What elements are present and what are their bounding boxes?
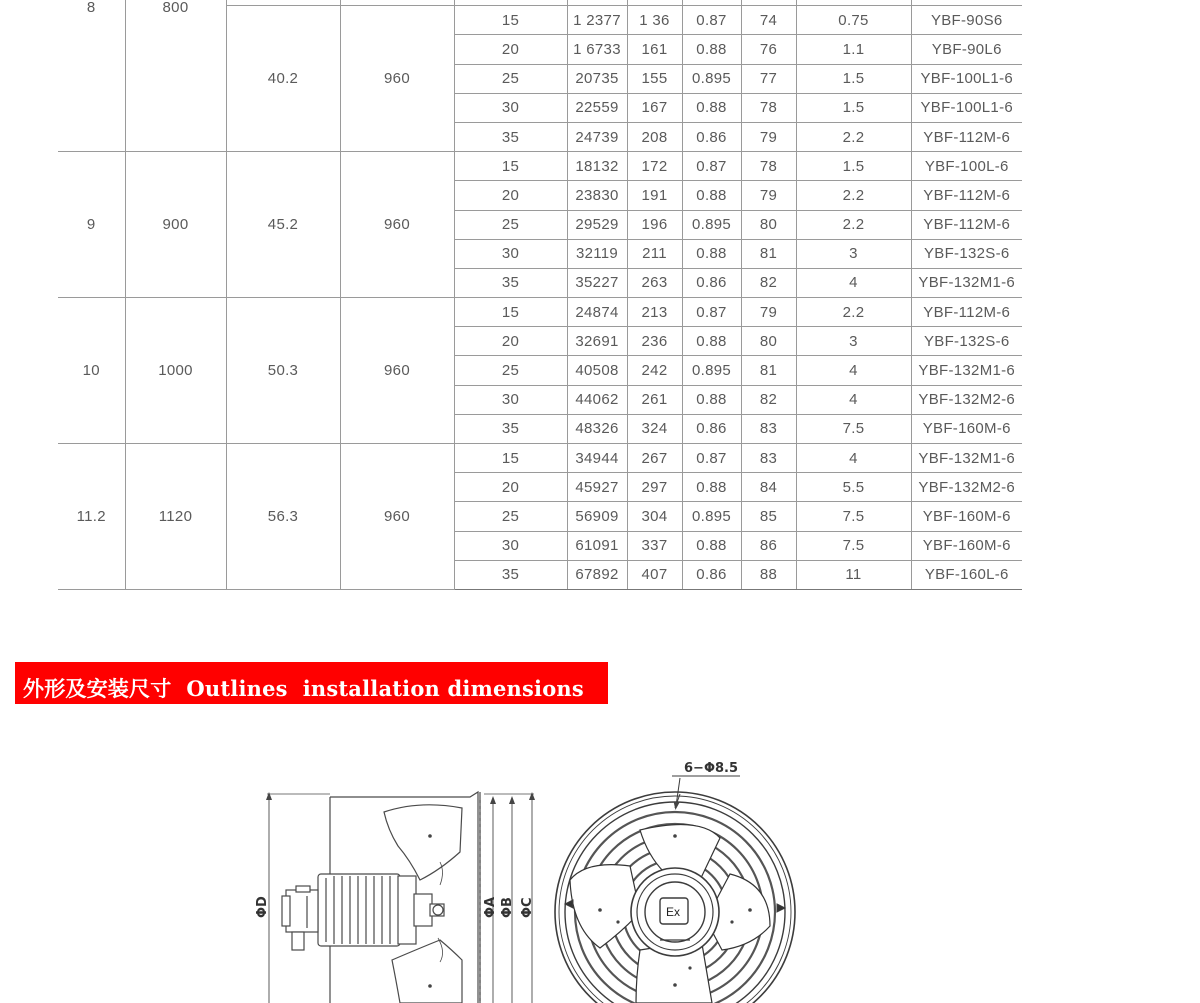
airflow-cell: 29529 (567, 210, 627, 239)
noise-cell: 80 (741, 210, 796, 239)
airflow-cell: 32119 (567, 239, 627, 268)
pressure-cell: 20 (454, 327, 567, 356)
power-cell: 304 (627, 502, 682, 531)
noise-cell: 85 (741, 502, 796, 531)
motor-model-cell: YBF-112M-6 (911, 122, 1022, 151)
motor-model-cell: YBF-100L1-6 (911, 93, 1022, 122)
pressure-cell: 25 (454, 356, 567, 385)
efficiency-cell: 0.88 (682, 93, 741, 122)
noise-cell: 82 (741, 385, 796, 414)
efficiency-cell: 0.88 (682, 473, 741, 502)
speed-cell: 960 (340, 298, 454, 444)
efficiency-cell: 0.88 (682, 35, 741, 64)
table-row (58, 444, 1022, 473)
pressure-cell: 15 (454, 444, 567, 473)
motor-model-cell: YBF-90S6 (911, 6, 1022, 35)
airflow-cell: 67892 (567, 560, 627, 589)
noise-cell: 84 (741, 473, 796, 502)
power-cell: 236 (627, 327, 682, 356)
motor-model-cell: YBF-112M-6 (911, 210, 1022, 239)
efficiency-cell: 0.86 (682, 268, 741, 297)
power-cell: 263 (627, 268, 682, 297)
motor-model-cell: YBF-160M-6 (911, 531, 1022, 560)
efficiency-cell: 0.86 (682, 414, 741, 443)
airflow-cell: 45927 (567, 473, 627, 502)
noise-cell: 81 (741, 239, 796, 268)
motor-power-cell: 4 (796, 385, 911, 414)
motor-model-cell: YBF-132S-6 (911, 239, 1022, 268)
motor-power-cell: 2.2 (796, 122, 911, 151)
power-cell: 1 36 (627, 6, 682, 35)
fan-specification-table (58, 0, 1022, 590)
noise-cell: 79 (741, 122, 796, 151)
airflow-cell: 40508 (567, 356, 627, 385)
motor-power-cell: 1.5 (796, 152, 911, 181)
noise-cell: 81 (741, 356, 796, 385)
flow-rate-cell: 45.2 (226, 152, 340, 298)
pressure-cell: 15 (454, 6, 567, 35)
motor-power-cell: 7.5 (796, 531, 911, 560)
section-header-banner (15, 662, 608, 704)
model-cell: 8 (58, 0, 125, 152)
pressure-cell: 20 (454, 473, 567, 502)
airflow-cell: 34944 (567, 444, 627, 473)
motor-power-cell: 7.5 (796, 414, 911, 443)
phi-c-label: ΦC (520, 897, 535, 918)
table-row (58, 152, 1022, 181)
efficiency-cell: 0.88 (682, 239, 741, 268)
efficiency-cell: 0.86 (682, 122, 741, 151)
airflow-cell: 24874 (567, 298, 627, 327)
motor-model-cell: YBF-112M-6 (911, 298, 1022, 327)
motor-power-cell: 4 (796, 356, 911, 385)
noise-cell: 79 (741, 298, 796, 327)
pressure-cell: 25 (454, 502, 567, 531)
power-cell: 167 (627, 93, 682, 122)
efficiency-cell: 0.895 (682, 502, 741, 531)
motor-model-cell: YBF-160M-6 (911, 502, 1022, 531)
power-cell: 213 (627, 298, 682, 327)
motor-model-cell: YBF-132M2-6 (911, 385, 1022, 414)
noise-cell: 83 (741, 414, 796, 443)
power-cell: 211 (627, 239, 682, 268)
pressure-cell: 35 (454, 122, 567, 151)
power-cell: 324 (627, 414, 682, 443)
pressure-cell: 35 (454, 268, 567, 297)
phi-d-label: ΦD (255, 896, 270, 918)
motor-power-cell: 4 (796, 268, 911, 297)
motor-power-cell: 5.5 (796, 473, 911, 502)
power-cell: 407 (627, 560, 682, 589)
noise-cell: 77 (741, 64, 796, 93)
section-header-title: 外形及安装尺寸 Outlines installation dimensions (23, 676, 584, 701)
efficiency-cell: 0.87 (682, 444, 741, 473)
pressure-cell: 20 (454, 35, 567, 64)
noise-cell: 74 (741, 6, 796, 35)
noise-cell: 82 (741, 268, 796, 297)
airflow-cell: 56909 (567, 502, 627, 531)
motor-model-cell: YBF-160M-6 (911, 414, 1022, 443)
model-cell: 9 (58, 152, 125, 298)
efficiency-cell: 0.88 (682, 531, 741, 560)
motor-power-cell: 3 (796, 327, 911, 356)
pressure-cell: 30 (454, 385, 567, 414)
motor-model-cell: YBF-100L1-6 (911, 64, 1022, 93)
efficiency-cell: 0.88 (682, 327, 741, 356)
motor-model-cell: YBF-132S-6 (911, 327, 1022, 356)
power-cell: 297 (627, 473, 682, 502)
noise-cell: 83 (741, 444, 796, 473)
efficiency-cell: 0.87 (682, 6, 741, 35)
pressure-cell: 30 (454, 531, 567, 560)
power-cell: 196 (627, 210, 682, 239)
model-cell: 11.2 (58, 444, 125, 590)
noise-cell: 86 (741, 531, 796, 560)
airflow-cell: 22559 (567, 93, 627, 122)
airflow-cell: 48326 (567, 414, 627, 443)
motor-model-cell: YBF-132M1-6 (911, 444, 1022, 473)
diameter-cell: 900 (125, 152, 226, 298)
motor-model-cell: YBF-112M-6 (911, 181, 1022, 210)
noise-cell: 80 (741, 327, 796, 356)
pressure-cell: 30 (454, 239, 567, 268)
power-cell: 242 (627, 356, 682, 385)
airflow-cell: 44062 (567, 385, 627, 414)
phi-b-label: ΦB (500, 897, 515, 918)
power-cell: 191 (627, 181, 682, 210)
motor-model-cell: YBF-160L-6 (911, 560, 1022, 589)
pressure-cell: 25 (454, 64, 567, 93)
efficiency-cell: 0.87 (682, 298, 741, 327)
pressure-cell: 20 (454, 181, 567, 210)
efficiency-cell: 0.895 (682, 356, 741, 385)
noise-cell: 76 (741, 35, 796, 64)
motor-power-cell: 11 (796, 560, 911, 589)
motor-power-cell: 1.5 (796, 93, 911, 122)
mounting-holes-label: 6−Φ8.5 (684, 761, 739, 776)
motor-power-cell: 2.2 (796, 298, 911, 327)
motor-model-cell: YBF-90L6 (911, 35, 1022, 64)
explosion-proof-mark: Ex (666, 905, 681, 919)
airflow-cell: 20735 (567, 64, 627, 93)
efficiency-cell: 0.895 (682, 210, 741, 239)
table-row (58, 298, 1022, 327)
speed-cell: 960 (340, 6, 454, 152)
noise-cell: 78 (741, 152, 796, 181)
diameter-cell: 1000 (125, 298, 226, 444)
flow-rate-cell: 56.3 (226, 444, 340, 590)
outline-drawing (0, 740, 1200, 1003)
flow-rate-cell: 40.2 (226, 6, 340, 152)
motor-power-cell: 1.5 (796, 64, 911, 93)
airflow-cell: 23830 (567, 181, 627, 210)
model-cell: 10 (58, 298, 125, 444)
pressure-cell: 15 (454, 298, 567, 327)
airflow-cell: 1 6733 (567, 35, 627, 64)
power-cell: 172 (627, 152, 682, 181)
motor-model-cell: YBF-132M2-6 (911, 473, 1022, 502)
motor-power-cell: 0.75 (796, 6, 911, 35)
airflow-cell: 61091 (567, 531, 627, 560)
motor-model-cell: YBF-100L-6 (911, 152, 1022, 181)
efficiency-cell: 0.895 (682, 64, 741, 93)
pressure-cell: 35 (454, 560, 567, 589)
speed-cell: 960 (340, 152, 454, 298)
diameter-cell: 1120 (125, 444, 226, 590)
noise-cell: 78 (741, 93, 796, 122)
speed-cell: 960 (340, 444, 454, 590)
motor-power-cell: 2.2 (796, 210, 911, 239)
motor-model-cell: YBF-132M1-6 (911, 268, 1022, 297)
motor-power-cell: 2.2 (796, 181, 911, 210)
airflow-cell: 1 2377 (567, 6, 627, 35)
pressure-cell: 25 (454, 210, 567, 239)
efficiency-cell: 0.88 (682, 181, 741, 210)
pressure-cell: 30 (454, 93, 567, 122)
airflow-cell: 18132 (567, 152, 627, 181)
motor-model-cell: YBF-132M1-6 (911, 356, 1022, 385)
motor-power-cell: 1.1 (796, 35, 911, 64)
flow-rate-cell: 50.3 (226, 298, 340, 444)
pressure-cell: 15 (454, 152, 567, 181)
front-view (555, 776, 795, 1003)
efficiency-cell: 0.86 (682, 560, 741, 589)
airflow-cell: 32691 (567, 327, 627, 356)
power-cell: 161 (627, 35, 682, 64)
motor-power-cell: 4 (796, 444, 911, 473)
diameter-cell: 800 (125, 0, 226, 152)
airflow-cell: 35227 (567, 268, 627, 297)
airflow-cell: 24739 (567, 122, 627, 151)
motor-power-cell: 7.5 (796, 502, 911, 531)
phi-a-label: ΦA (483, 896, 498, 918)
efficiency-cell: 0.88 (682, 385, 741, 414)
power-cell: 208 (627, 122, 682, 151)
motor-power-cell: 3 (796, 239, 911, 268)
efficiency-cell: 0.87 (682, 152, 741, 181)
noise-cell: 79 (741, 181, 796, 210)
power-cell: 261 (627, 385, 682, 414)
power-cell: 155 (627, 64, 682, 93)
noise-cell: 88 (741, 560, 796, 589)
pressure-cell: 35 (454, 414, 567, 443)
power-cell: 267 (627, 444, 682, 473)
power-cell: 337 (627, 531, 682, 560)
